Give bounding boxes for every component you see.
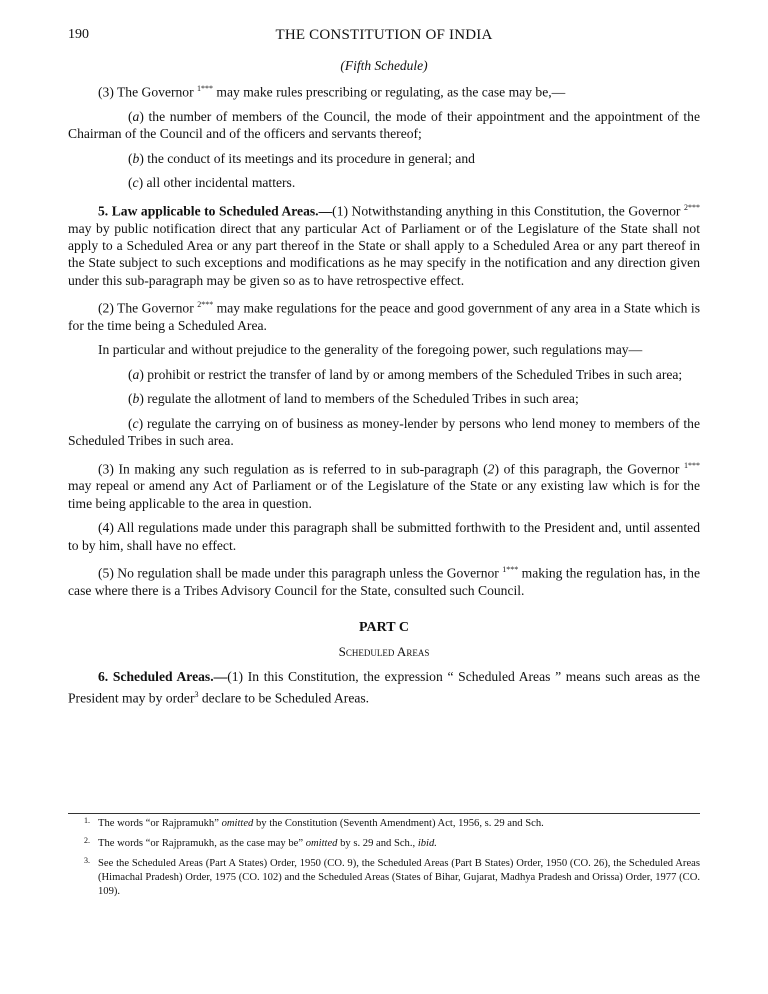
footnote-divider xyxy=(68,813,700,814)
para-4-3-b: (b) the conduct of its meetings and its procedure in general; and xyxy=(128,150,475,166)
schedule-label: (Fifth Schedule) xyxy=(340,58,428,73)
para-4-3-a: (a) the number of members of the Council, the mode of their appointment and the appointment of the Chairman of the Council and of the officers and servants thereof; xyxy=(68,108,700,142)
para-5-2-c: (c) regulate the carrying on of business as money-lender by persons who lend money to members of the Scheduled Tribes in such area. xyxy=(68,415,700,449)
part-subtitle: Scheduled Areas xyxy=(338,643,430,659)
para-5-3: (3) In making any such regulation as is referred to in sub-paragraph (2) of this paragraph, the Governor $^{1***}$ may repeal or amend any Act of Parliament or of the Legislature of the State or any existing law which is for the time being applicable to the area in question. xyxy=(68,460,700,511)
running-title: THE CONSTITUTION OF INDIA xyxy=(275,27,493,43)
footnote: 3. See the Scheduled Areas (Part A States) Order, 1950 (CO. 9), the Scheduled Areas (Part B States) Order, 1950 (CO. 26), the Scheduled Areas (Himachal Pradesh) Order, 1975 (CO. 102) and the Scheduled Areas (States of Bihar, Gujarat, Madhya Pradesh and Orissa) Order, 1977 (CO. 109). xyxy=(84,856,700,897)
para-5-2-preamble: In particular and without prejudice to the generality of the foregoing power, such regulations may— xyxy=(98,342,643,358)
para-4-3-c: (c) all other incidental matters. xyxy=(128,175,296,191)
part-title: PART C xyxy=(359,620,409,636)
para-5-2-a: (a) prohibit or restrict the transfer of land by or among members of the Scheduled Tribes in such area; xyxy=(128,366,683,382)
para-4-3: (3) The Governor $^{1***}$ may make rules prescribing or regulating, as the case may be,— xyxy=(98,84,566,100)
footnotes xyxy=(68,817,700,905)
document-body xyxy=(68,80,700,714)
para-5-2: (2) The Governor $^{2***}$ may make regulations for the peace and good government of any area in a State which is for the time being a Scheduled Area. xyxy=(68,300,700,334)
page-header xyxy=(68,27,700,47)
para-5-5: (5) No regulation shall be made under this paragraph unless the Governor $^{1***}$ making the regulation has, in the case where there is a Tribes Advisory Council for the State, consulted such Council. xyxy=(68,565,700,598)
para-5-1: 5. Law applicable to Scheduled Areas.—(1) Notwithstanding anything in this Constitution, the Governor $^{2***}$ may by public notification direct that any particular Act of Parliament or of the Legislature of the State shall not apply to a Scheduled Area or any part thereof in the State or shall apply to a Scheduled Area or any part thereof in the State subject to such exceptions and modifications as he may specify in the notification and any direction given under this sub-paragraph may be given so as to have retrospective effect. xyxy=(68,202,700,288)
footnote: 2. The words “or Rajpramukh, as the case may be” omitted by s. 29 and Sch., ibid. xyxy=(84,836,437,849)
page-number: 190 xyxy=(68,27,89,42)
para-5-4: (4) All regulations made under this paragraph shall be submitted forthwith to the President and, until assented to by him, shall have no effect. xyxy=(68,520,700,553)
section-heading: 6. Scheduled Areas.— xyxy=(98,669,228,685)
footnote: 1. The words “or Rajpramukh” omitted by the Constitution (Seventh Amendment) Act, 1956, s. 29 and Sch. xyxy=(84,816,544,829)
para-6-1: 6. Scheduled Areas.—(1) In this Constitution, the expression “ Scheduled Areas ” means such areas as the President may by order$^3$ declare to be Scheduled Areas. xyxy=(68,669,700,706)
para-5-2-b: (b) regulate the allotment of land to members of the Scheduled Tribes in such area; xyxy=(128,391,579,407)
section-heading: 5. Law applicable to Scheduled Areas.— xyxy=(98,203,333,219)
